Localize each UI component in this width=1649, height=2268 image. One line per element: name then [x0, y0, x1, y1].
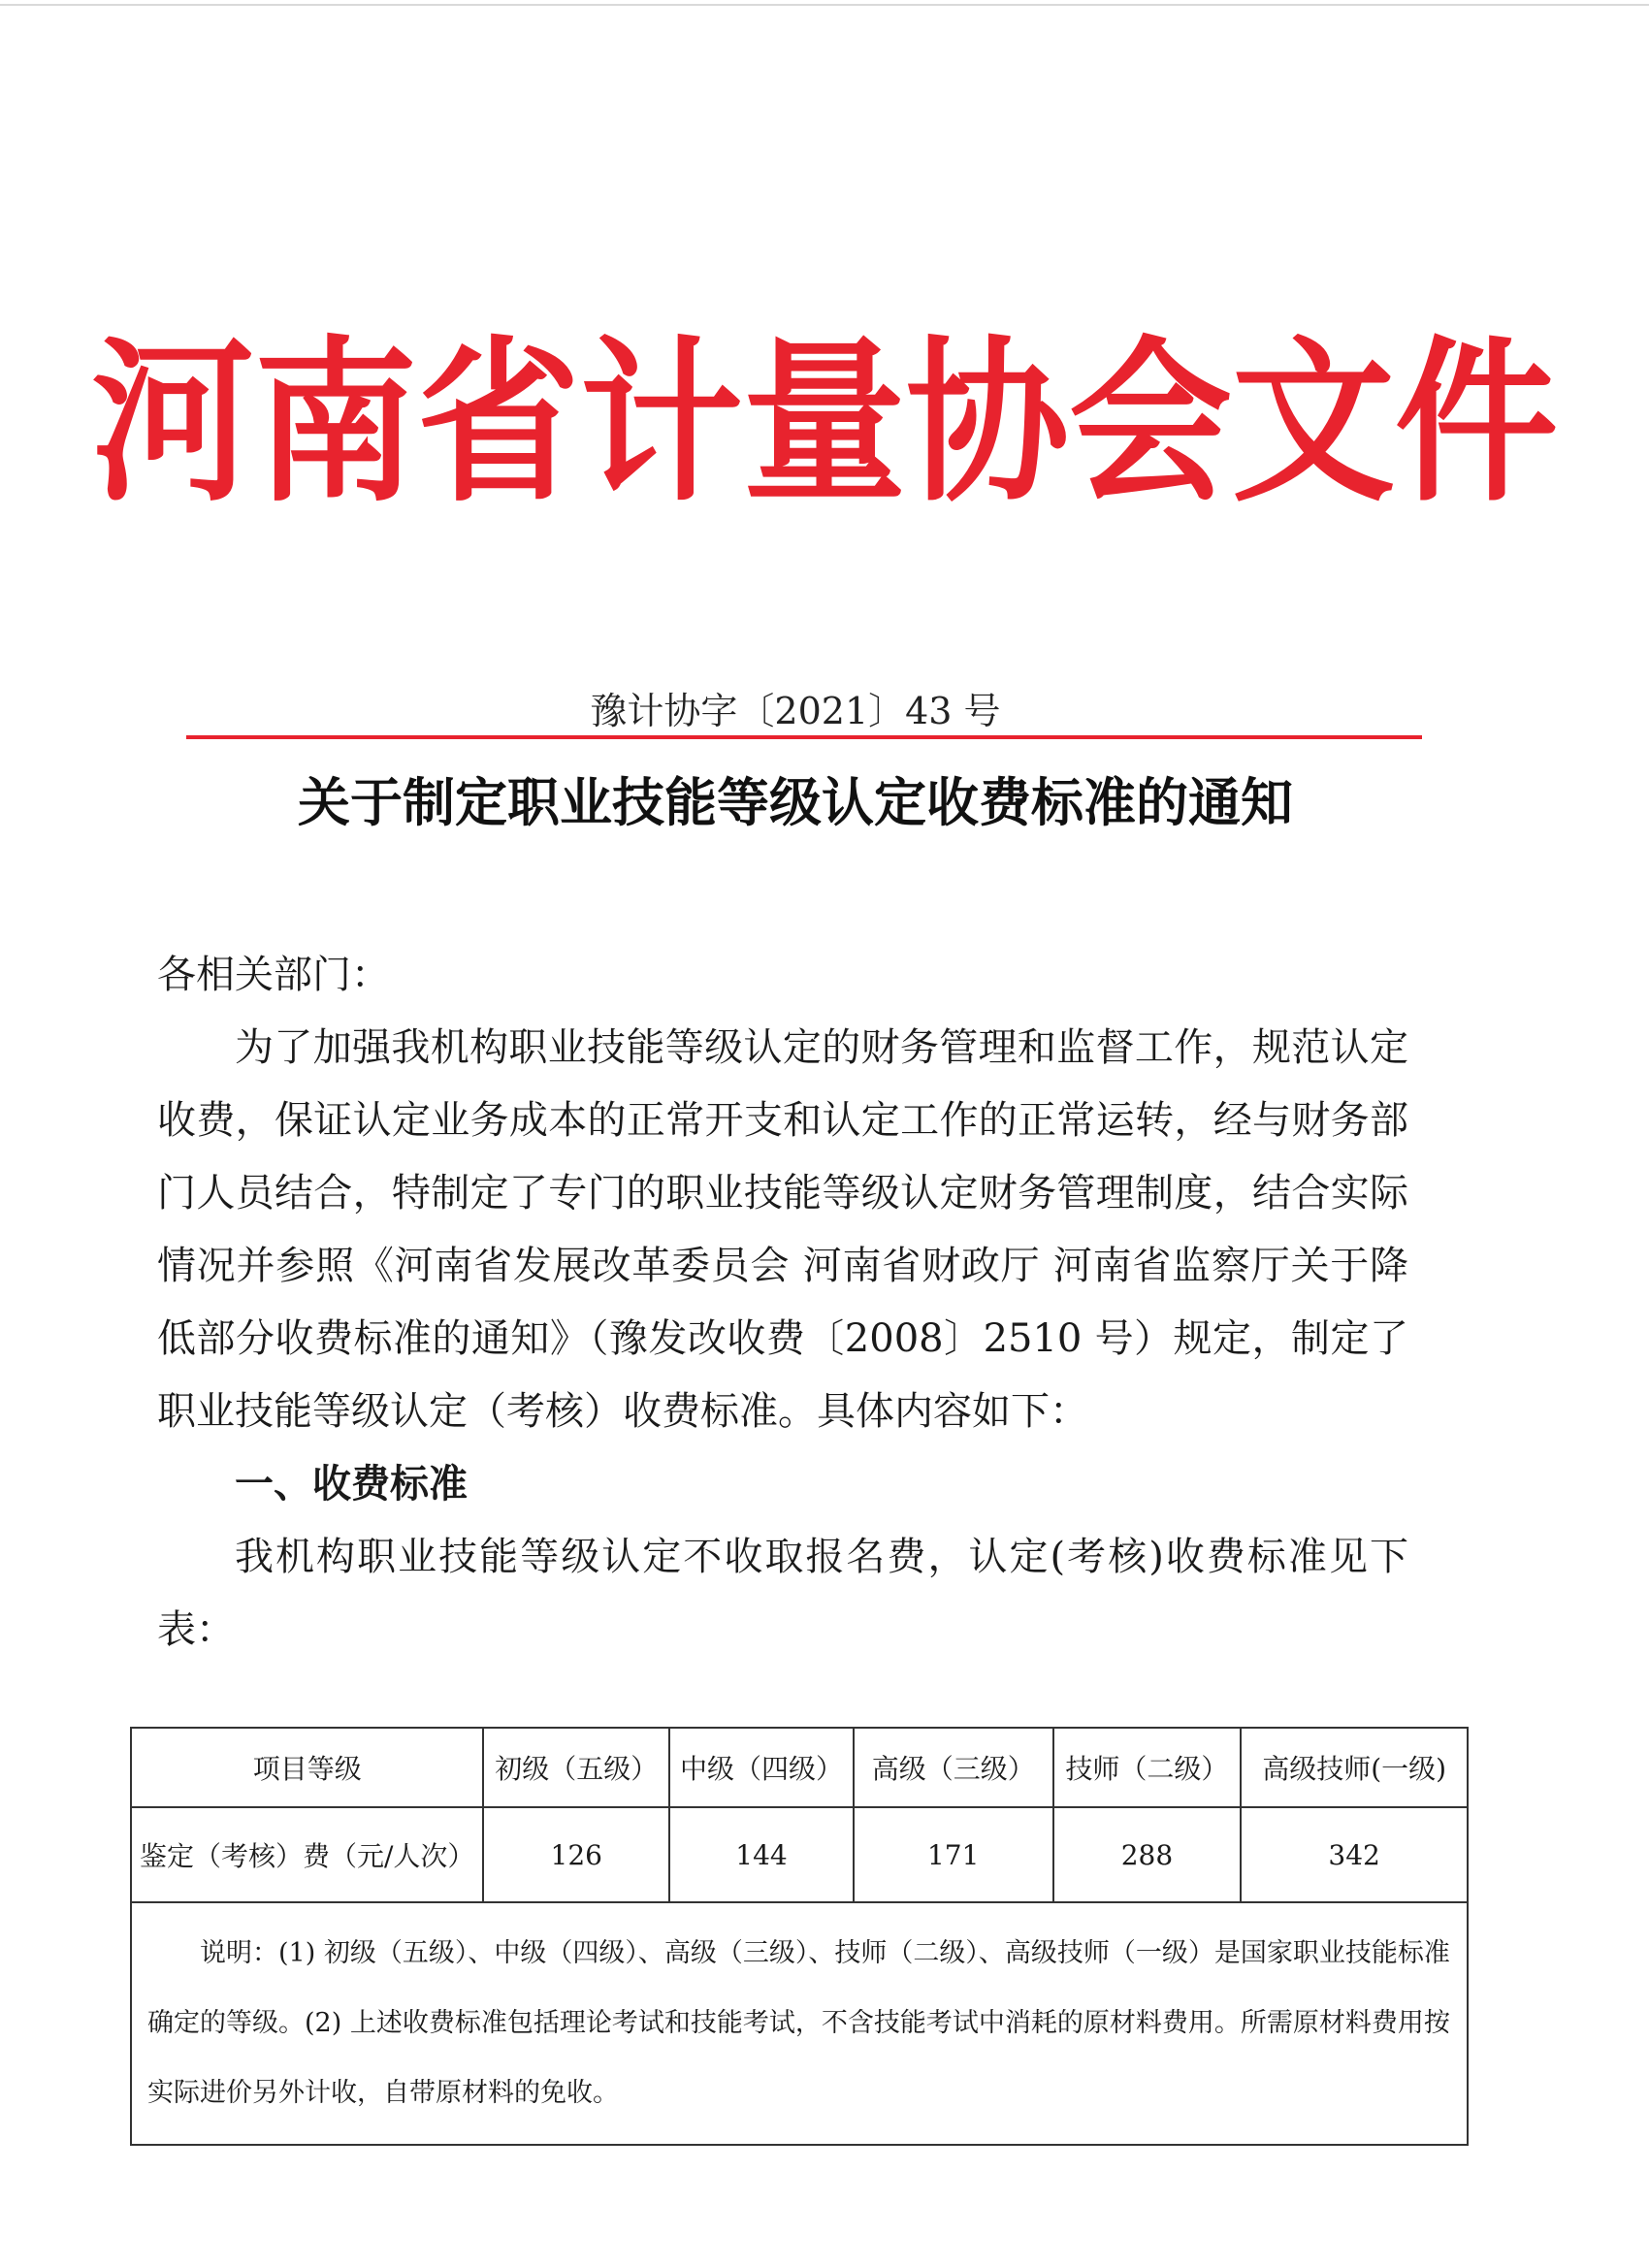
salutation: 各相关部门：	[157, 953, 390, 997]
table-header-cell: 中级（四级）	[669, 1728, 854, 1807]
table-header-cell: 初级（五级）	[483, 1728, 669, 1807]
fee-table-header-row	[131, 1728, 1468, 1807]
fee-value-cell: 288	[1053, 1807, 1242, 1902]
table-header-cell: 高级技师(一级)	[1241, 1728, 1468, 1807]
organization-header-title: 河南省计量协会文件	[91, 318, 1558, 526]
document-body	[157, 939, 1408, 1667]
table-header-cell: 项目等级	[131, 1728, 483, 1807]
notice-title: 关于制定职业技能等级认定收费标准的通知	[298, 772, 1293, 833]
fee-value-cell: 171	[854, 1807, 1053, 1902]
red-divider-line	[186, 735, 1422, 739]
fee-value-cell: 342	[1241, 1807, 1468, 1902]
scan-edge-line	[0, 4, 1649, 6]
fee-value-cell: 144	[669, 1807, 854, 1902]
paragraph-fee-description: 我机构职业技能等级认定不收取报名费，认定(考核)收费标准见下表：	[157, 1535, 1408, 1652]
table-header-cell: 技师（二级）	[1053, 1728, 1242, 1807]
paragraph-intro: 为了加强我机构职业技能等级认定的财务管理和监督工作，规范认定收费，保证认定业务成本的正常开支和认定工作的正常运转，经与财务部门人员结合，特制定了专门的职业技能等级认定财务管理制度，结合实际情况并参照《河南省发展改革委员会 河南省财政厅 河南省监察厅关于降低部分收费标准的通知》（豫发改收费〔2008〕2510 号）规定，制定了职业技能等级认定（考核）收费标准。具体内容如下：	[157, 1025, 1408, 1434]
fee-table-note-row	[131, 1902, 1468, 2145]
fee-table-note: 说明：(1) 初级（五级）、中级（四级）、高级（三级）、技师（二级）、高级技师（一级）是国家职业技能标准确定的等级。(2) 上述收费标准包括理论考试和技能考试，不含技能考试中消耗的原材料费用。所需原材料费用按实际进价另外计收，自带原材料的免收。	[147, 1938, 1450, 2108]
fee-value-cell: 126	[483, 1807, 669, 1902]
section-heading-fee-standard: 一、收费标准	[235, 1462, 468, 1507]
table-header-cell: 高级（三级）	[854, 1728, 1053, 1807]
document-number: 豫计协字〔2021〕43 号	[590, 690, 1001, 732]
fee-table	[130, 1727, 1469, 2146]
fee-table-note-cell	[131, 1902, 1468, 2145]
row-label-cell: 鉴定（考核）费（元/人次）	[131, 1807, 483, 1902]
fee-table-value-row	[131, 1807, 1468, 1902]
